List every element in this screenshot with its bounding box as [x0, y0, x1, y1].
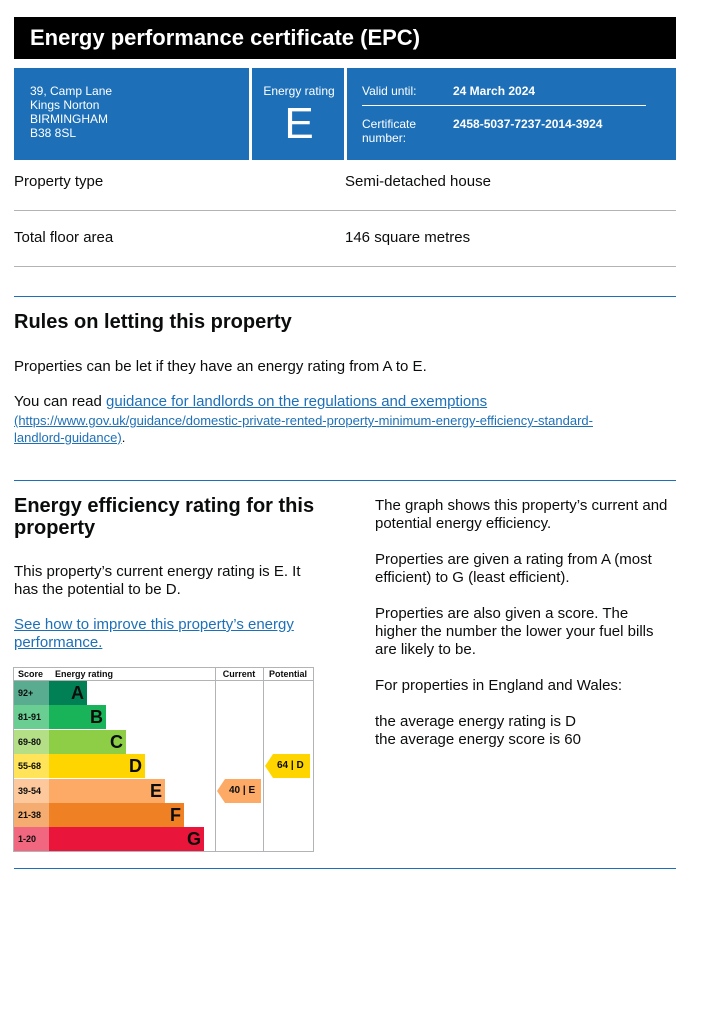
current-rating-marker-arrow — [217, 779, 225, 803]
info-text: higher the number the lower your fuel bills — [375, 623, 654, 640]
guidance-url-link[interactable]: (https://www.gov.uk/guidance/domestic-private-rented-property-minimum-energy-efficiency-standard- — [14, 413, 593, 428]
guidance-url-link[interactable]: landlord-guidance) — [14, 430, 122, 445]
certificate-number-label: Certificate — [362, 117, 417, 131]
energy-rating-graph — [13, 667, 314, 852]
page-title: Energy performance certificate (EPC) — [14, 17, 676, 59]
band-letter-d: D — [129, 756, 142, 777]
section-divider — [14, 868, 676, 869]
band-letter-b: B — [90, 707, 103, 728]
graph-header-current: Current — [222, 669, 256, 679]
band-score-b: 81-91 — [14, 705, 49, 729]
section-divider — [14, 296, 676, 297]
landlord-guidance-link[interactable]: guidance for landlords on the regulations and exemptions — [106, 393, 488, 410]
section-divider — [14, 480, 676, 481]
guidance-url — [14, 412, 593, 430]
current-rating-marker-label: 40 | E — [225, 779, 261, 803]
address-line: Kings Norton — [30, 98, 100, 112]
panel-divider — [344, 68, 347, 160]
info-text: the average energy rating is D — [375, 713, 576, 730]
graph-header-rating: Energy rating — [55, 669, 114, 679]
improve-energy-link[interactable]: See how to improve this property’s energy — [14, 616, 294, 633]
info-text: For properties in England and Wales: — [375, 677, 623, 694]
address-line: 39, Camp Lane — [30, 84, 113, 98]
property-type-label: Property type — [14, 173, 104, 190]
band-letter-g: G — [186, 829, 201, 850]
band-letter-f: F — [170, 805, 181, 825]
address-line: BIRMINGHAM — [30, 112, 108, 126]
valid-until-value: 24 March 2024 — [453, 84, 536, 98]
property-type-value: Semi-detached house — [345, 173, 491, 190]
potential-rating-marker-arrow — [265, 754, 273, 778]
info-text: are likely to be. — [375, 641, 476, 658]
certificate-number-value: 2458-5037-7237-2014-3924 — [453, 117, 603, 131]
floor-area-label: Total floor area — [14, 229, 114, 246]
guidance-prefix: You can read — [14, 393, 107, 410]
panel-separator — [362, 105, 646, 106]
band-letter-a: A — [71, 683, 84, 703]
band-bar-g — [49, 827, 204, 851]
letting-heading: Rules on letting this property — [14, 311, 292, 333]
graph-header-score: Score — [18, 669, 44, 679]
divider — [14, 266, 676, 267]
property-address — [30, 84, 112, 140]
valid-until-label: Valid until: — [362, 84, 417, 98]
address-line: B38 8SL — [30, 126, 77, 140]
info-text: potential energy efficiency. — [375, 515, 552, 532]
letting-guidance-text — [14, 393, 676, 411]
graph-column-line — [215, 668, 216, 851]
band-bar-b — [49, 705, 106, 729]
current-rating-text: has the potential to be D. — [14, 581, 181, 598]
improve-energy-link[interactable]: performance. — [14, 634, 103, 651]
band-score-f: 21-38 — [14, 803, 49, 827]
band-score-d: 55-68 — [14, 754, 49, 778]
certificate-number-label: number: — [362, 131, 407, 145]
band-score-g: 1-20 — [14, 827, 49, 851]
improve-link-line — [14, 634, 102, 652]
floor-area-value: 146 square metres — [345, 229, 471, 246]
certificate-summary — [14, 68, 676, 160]
current-rating-text: This property’s current energy rating is E. It — [14, 563, 301, 580]
divider — [14, 210, 676, 211]
letting-rule-text: Properties can be let if they have an energy rating from A to E. — [14, 358, 427, 375]
band-bar-e — [49, 779, 165, 803]
efficiency-heading: property — [14, 517, 96, 539]
info-text: Properties are also given a score. The — [375, 605, 629, 622]
energy-rating-letter: E — [284, 99, 314, 148]
info-text: The graph shows this property’s current and — [375, 497, 668, 514]
info-text: the average energy score is 60 — [375, 731, 581, 748]
band-score-e: 39-54 — [14, 779, 49, 803]
potential-rating-marker-label: 64 | D — [273, 754, 310, 778]
improve-link-line — [14, 616, 294, 634]
guidance-suffix: . — [121, 430, 126, 445]
graph-explanation — [375, 497, 685, 749]
band-bar-f — [49, 803, 184, 827]
energy-rating-label: Energy rating — [263, 84, 335, 98]
band-bar-a — [49, 681, 87, 705]
band-bar-c — [49, 730, 126, 754]
info-text: efficient) to G (least efficient). — [375, 569, 570, 586]
graph-column-line — [263, 668, 264, 851]
graph-header-potential: Potential — [268, 669, 307, 679]
band-score-a: 92+ — [14, 681, 49, 705]
info-text: Properties are given a rating from A (most — [375, 551, 652, 568]
band-letter-e: E — [149, 780, 162, 801]
band-letter-c: C — [110, 731, 123, 752]
band-score-c: 69-80 — [14, 730, 49, 754]
guidance-url — [14, 429, 125, 447]
efficiency-heading: Energy efficiency rating for this — [14, 495, 315, 517]
band-bar-d — [49, 754, 145, 778]
